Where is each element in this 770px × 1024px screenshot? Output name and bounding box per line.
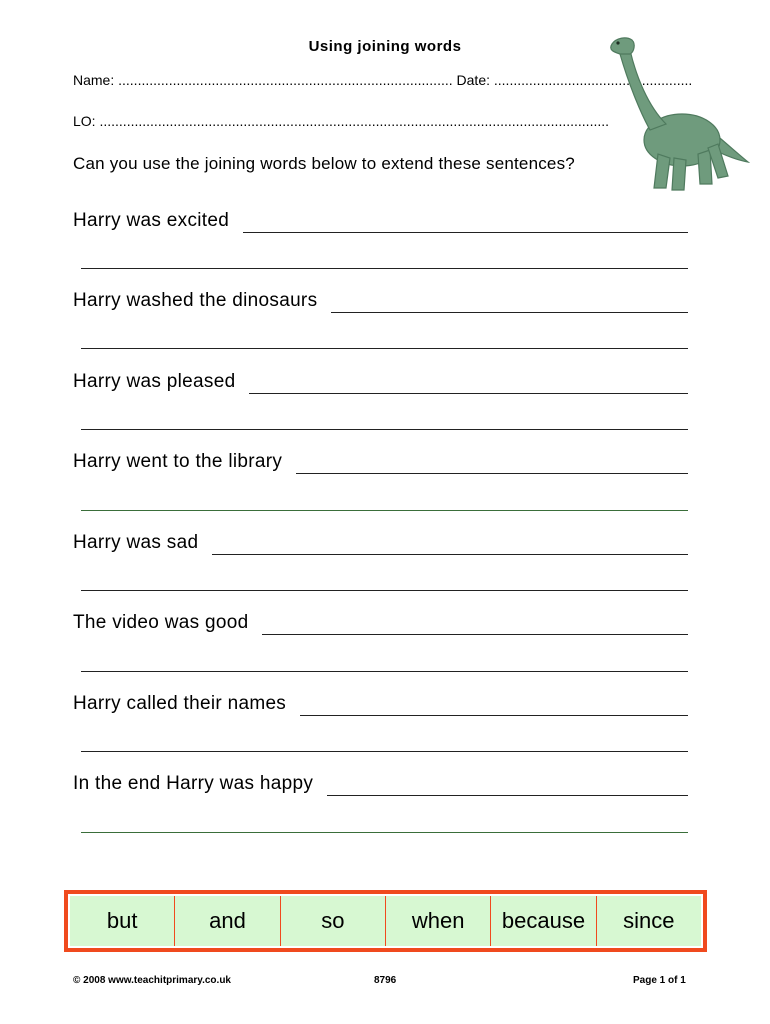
sentence-row-3 — [73, 365, 688, 395]
lo-row — [73, 113, 633, 129]
joining-words-box — [64, 890, 707, 952]
footer-page-number: Page 1 of 1 — [633, 975, 686, 986]
answer-line-continuation[interactable] — [81, 671, 688, 672]
date-label: Date: — [456, 72, 490, 88]
joining-word: when — [386, 896, 491, 946]
sentence-row-7 — [73, 687, 688, 717]
sentence-row-4 — [73, 445, 688, 475]
dinosaur-illustration — [590, 32, 750, 194]
sentence-row-8 — [73, 767, 688, 797]
joining-word: because — [491, 896, 596, 946]
joining-word: and — [175, 896, 280, 946]
footer-code: 8796 — [374, 975, 397, 986]
answer-line-continuation[interactable] — [81, 751, 688, 752]
answer-line-continuation[interactable] — [81, 510, 688, 511]
sentence-stem: Harry called their names — [73, 693, 287, 714]
sentence-stem: Harry was excited — [73, 210, 230, 231]
answer-line[interactable] — [243, 231, 688, 233]
sentence-stem: Harry went to the library — [73, 451, 283, 472]
answer-line[interactable] — [327, 794, 688, 796]
sentence-stem: In the end Harry was happy — [73, 773, 314, 794]
sentence-row-6 — [73, 606, 688, 636]
lo-label: LO: — [73, 113, 96, 129]
joining-word: but — [70, 896, 175, 946]
answer-line[interactable] — [331, 311, 688, 313]
answer-line[interactable] — [249, 392, 688, 394]
joining-word: since — [597, 896, 701, 946]
answer-line-continuation[interactable] — [81, 590, 688, 591]
answer-line[interactable] — [300, 714, 688, 716]
lo-field[interactable]: ................................................................................................................................... — [99, 113, 610, 129]
sentence-row-5 — [73, 526, 688, 556]
answer-line[interactable] — [296, 472, 688, 474]
name-field[interactable]: ...................................................................................... — [118, 72, 453, 88]
footer-copyright: © 2008 www.teachitprimary.co.uk — [73, 975, 231, 986]
date-field[interactable]: ................................................... — [493, 72, 693, 88]
answer-line-continuation[interactable] — [81, 348, 688, 349]
page-title: Using joining words — [308, 38, 462, 55]
answer-line-continuation[interactable] — [81, 429, 688, 430]
answer-line[interactable] — [212, 553, 688, 555]
answer-line[interactable] — [262, 633, 688, 635]
dinosaur-eye — [616, 41, 619, 44]
answer-line-continuation[interactable] — [81, 268, 688, 269]
name-label: Name: — [73, 72, 115, 88]
sentence-stem: Harry washed the dinosaurs — [73, 290, 318, 311]
instructions: Can you use the joining words below to extend these sentences? — [73, 154, 575, 173]
sentence-stem: Harry was sad — [73, 532, 199, 553]
sentence-stem: The video was good — [73, 612, 249, 633]
joining-word: so — [281, 896, 386, 946]
sentence-row-1 — [73, 204, 688, 234]
sentence-row-2 — [73, 284, 688, 314]
answer-line-continuation[interactable] — [81, 832, 688, 833]
sentence-stem: Harry was pleased — [73, 371, 236, 392]
